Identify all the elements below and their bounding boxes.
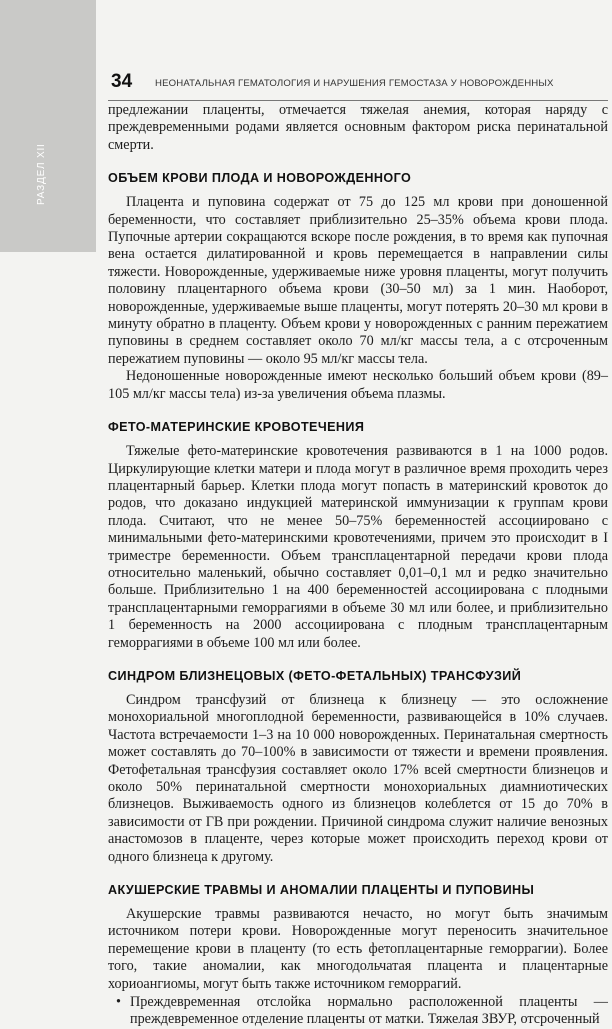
section-heading: СИНДРОМ БЛИЗНЕЦОВЫХ (ФЕТО-ФЕТАЛЬНЫХ) ТРАНСФУЗИЙ [108,668,522,683]
section-heading: ФЕТО-МАТЕРИНСКИЕ КРОВОТЕЧЕНИЯ [108,420,365,435]
section-heading: АКУШЕРСКИЕ ТРАВМЫ И АНОМАЛИИ ПЛАЦЕНТЫ И ПУПОВИНЫ [108,883,535,898]
bullet-text: Преждевременная отслойка нормально расположенной плаценты — преждевременное отделение плаценты от матки. Тяжелая ЗВУР, отсроченный [130,994,608,1028]
body-paragraph: предлежании плаценты, отмечается тяжелая анемия, которая наряду с преждевременными родами является основным фактором риска перинатальной смерти. [108,102,608,153]
page-body [108,102,608,1029]
header-rule [108,100,608,101]
section-side-tab [0,0,96,252]
section-heading: ОБЪЕМ КРОВИ ПЛОДА И НОВОРОЖДЕННОГО [108,171,412,186]
body-paragraph: Тяжелые фето-материнские кровотечения развиваются в 1 на 1000 родов. Циркулирующие клетки матери и плода могут в различное время проходить через плацентарный барьер. Клетки плода могут попасть в материнский кровоток до родов, что доказано индукцией материнской иммунизации к группам крови плода. Считают, что не менее 50–75% беременностей ассоциировано с минимальными фето-материнскими кровотечениями, причем это происходит в I триместре беременности. Объем трансплацентарной передачи крови плода относительно маленький, обычно составляет 0,01–0,1 мл и редко значительно больше. Приблизительно 1 на 400 беременностей ассоциирована с плодными трансплацентарными геморрагиями в объеме 30 мл или более, и приблизительно 1 беременность на 2000 ассоциирована с плодным трансплацентарным геморрагиями в объеме 100 мл или более. [108,443,608,651]
body-paragraph: Недоношенные новорожденные имеют несколько больший объем крови (89–105 мл/кг массы тела) из-за увеличения объема плазмы. [108,368,608,402]
body-paragraph: Синдром трансфузий от близнеца к близнецу — это осложнение монохориальной многоплодной беременности, развивающейся в 10% случаев. Частота встречаемости 1–3 на 10 000 новорожденных. Перинатальная смертность может составлять до 70–100% в зависимости от тяжести и времени проявления. Фетофетальная трансфузия составляет около 17% всей смертности близнецов и около 50% перинатальной смертности монохориальных диамниотических близнецов. Выживаемость одного из близнецов колеблется от 15 до 70% в зависимости от ГВ при рождении. Причиной синдрома служит наличие венозных анастомозов в плаценте, через которые может происходить переход крови от одного близнеца к другому. [108,691,608,865]
section-label: РАЗДЕЛ XII [36,143,47,205]
bullet-item [108,994,608,1029]
running-head: НЕОНАТАЛЬНАЯ ГЕМАТОЛОГИЯ И НАРУШЕНИЯ ГЕМОСТАЗА У НОВОРОЖДЕННЫХ [155,78,554,89]
bullet-marker: • [116,994,121,1011]
page-number: 34 [111,71,133,92]
body-paragraph: Плацента и пуповина содержат от 75 до 125 мл крови при доношенной беременности, что составляет приблизительно 25–35% объема крови плода. Пупочные артерии сокращаются вскоре после рождения, в то время как пупочная вена остается дилатированной и кровь перемещается в направлении силы тяжести. Новорожденные, удерживаемые ниже уровня плаценты, могут получить половину плацентарного объема крови (30–50 мл) за 1 мин. Наоборот, новорожденные, удерживаемые выше плаценты, могут потерять 20–30 мл крови в минуту обратно в плаценту. Объем крови у новорожденных с ранним пережатием пуповины в среднем составляет около 70 мл/кг массы тела, а с отсроченным пережатием пуповины — около 95 мл/кг массы тела. [108,194,608,367]
body-paragraph: Акушерские травмы развиваются нечасто, но могут быть значимым источником потери крови. Новорожденные могут переносить значительное перемещение крови в плаценту (то есть фетоплацентарные геморрагии). Более того, такие аномалии, как многодольчатая плацента и плацентарные хориоангиомы, могут быть также источником геморрагий. [108,906,608,992]
